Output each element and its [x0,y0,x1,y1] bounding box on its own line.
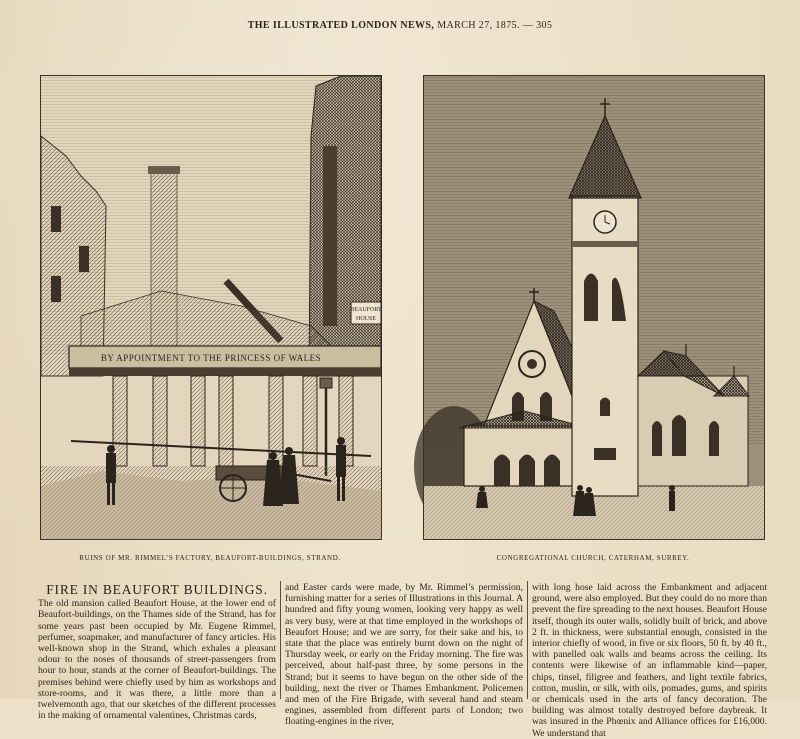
frieze-inscription: BY APPOINTMENT TO THE PRINCESS OF WALES [100,353,322,363]
article-text: with long hose laid across the Embankment and adjacent ground, were also employed. But they could do no more than prevent the fire spreading to the next houses. Beaufort House itself, though its outer walls, solidly built of brick, and above 2 ft. in thickness, were substantial enough, consisted in the interior chiefly of wood, in five or six floors, 50 ft. by 40 ft., with panelled oak walls and beams across the ceiling. Its contents were likewise of an inflammable kind—paper, chips, tinsel, filigree and feathers, and light textile fabrics, cotton, muslin, or silk, with oils, pomades, gums, and spirits or chemicals used in the arts of fancy decoration. The building was almost totally destroyed before daybreak. It was insured in the Phœnix and Alliance offices for £16,000. We understand that [532,582,767,739]
church-engraving [424,76,764,539]
ruined-tower-right [309,76,381,376]
sign-text: BEAUFORT [350,307,382,313]
issue-date: MARCH 27, 1875. [437,20,520,31]
ruins-engraving [41,76,381,539]
article-column-3 [532,582,767,739]
church-illustration [423,75,765,540]
article-column-1 [38,582,276,722]
column-rule [527,581,528,699]
article-text: The old mansion called Beaufort House, at the lower end of Beaufort-buildings, on the Thames side of the Strand, has for some years past been occupied by Mr. Eugene Rimmel, perfumer, soapmaker, and manufacturer of fancy articles. His well-known shop in the Strand, which exhales a pleasant odour to the noses of thousands of street-passengers from hour to hour, stands at the corner of Beaufort-buildings. The premises behind were chiefly used by him as workshops and store-rooms, and it was there, a little more than a twelvemonth ago, that our sketches of the different processes in the making of ornamental valentines, Christmas cards, [38,598,276,722]
church-caption: CONGREGATIONAL CHURCH, CATERHAM, SURREY. [496,554,690,562]
column-rule [280,581,281,699]
page-header [0,20,800,31]
page-number: — 305 [522,20,553,31]
publication-title: THE ILLUSTRATED LONDON NEWS, [247,20,435,31]
ruins-illustration [40,75,382,540]
article-title: FIRE IN BEAUFORT BUILDINGS. [46,582,268,597]
article-column-2 [285,582,523,728]
ruins-caption: RUINS OF MR. RIMMEL’S FACTORY, BEAUFORT-BUILDINGS, STRAND. [79,554,341,562]
article-text: and Easter cards were made, by Mr. Rimmel’s permission, furnishing matter for a series of Illustrations in this Journal. A hundred and fifty young women, looking very happy as well as very busy, were at that time employed in the workshops of Beaufort House; and we are sorry, for their sake and his, to state that the place was entirely burnt down on the night of Thursday week, or early on the Friday morning. The fire was perceived, about half-past three, by some persons in the Strand; but it seems to have begun on the other side of the building, next the river or Thames Embankment. Policemen and men of the Fire Brigade, with several hand and steam engines, assembled from different parts of London; two floating-engines in the river, [285,582,523,728]
svg-text:HOUSE: HOUSE [355,316,377,322]
